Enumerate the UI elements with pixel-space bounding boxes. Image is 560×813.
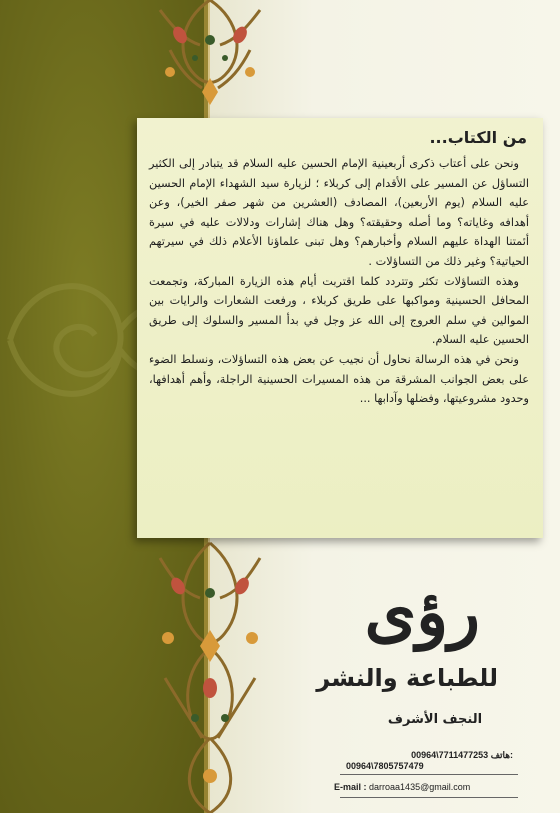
publisher-logo-mark: رؤى (364, 573, 480, 651)
excerpt-title: من الكتاب... (429, 128, 527, 147)
phone-number[interactable]: 00964\7805757479 (346, 761, 424, 771)
phone-block (338, 750, 513, 772)
excerpt-paragraph: وهذه التساؤلات تكثر وتتردد كلما اقتربت أيام هذه الزيارة المباركة، وتجمعت المحافل الحسينية ومواكبها على طريق كربلاء ، ورفعت الشعارات والرايات بين الموالين في سلم العروج إلى الله عز وجل في بدأ المسير والسلوك إلى طريق الحسين عليه السلام. (149, 274, 529, 347)
divider-line (340, 797, 518, 798)
excerpt-paragraph: ونحن على أعتاب ذكرى أربعينية الإمام الحسين عليه السلام قد يتبادر إلى الكثير التساؤل عن المسير على الأقدام إلى كربلاء ؛ لزيارة سيد الشهداء الإمام الحسين عليه السلام (يوم الأربعين)، المصادف (العشرين من شهر صفر الخير)، وعن أهدافه وغاياته؟ وما أصله وحقيقته؟ وهل هناك إشارات ودلالات عليه في سيرة أئمتنا الهداة عليهم السلام وأخبارهم؟ وهل تبنى علماؤنا الأعلام ذلك في سيرتهم الحياتية؟ وغير ذلك من التساؤلات . (149, 157, 529, 268)
phone-row (338, 761, 513, 772)
floral-ornament-bottom-icon (140, 538, 280, 813)
phone-label: هاتف: (490, 750, 513, 760)
email-address[interactable]: darroaa1435@gmail.com (369, 782, 471, 792)
divider-line (340, 774, 518, 775)
publisher-logo-text: للطباعة والنشر (316, 664, 498, 692)
phone-number[interactable]: 00964\7711477253 (411, 750, 489, 760)
excerpt-paragraph: ونحن في هذه الرسالة نحاول أن نجيب عن بعض هذه التساؤلات، ونسلط الضوء على بعض الجوانب المشرقة من هذه المسيرات الحسينية الراجلة، وأهم أهدافها، وحدود مشروعيتها، وفضلها وآدابها ... (149, 352, 529, 406)
floral-ornament-top-icon (140, 0, 280, 105)
publisher-city: النجف الأشرف (387, 712, 483, 727)
email-label: E-mail : (334, 782, 367, 792)
publisher-logo (316, 572, 498, 712)
phone-row (338, 750, 513, 761)
book-excerpt-card (137, 118, 543, 538)
email-row (334, 782, 470, 792)
excerpt-body (149, 154, 529, 409)
